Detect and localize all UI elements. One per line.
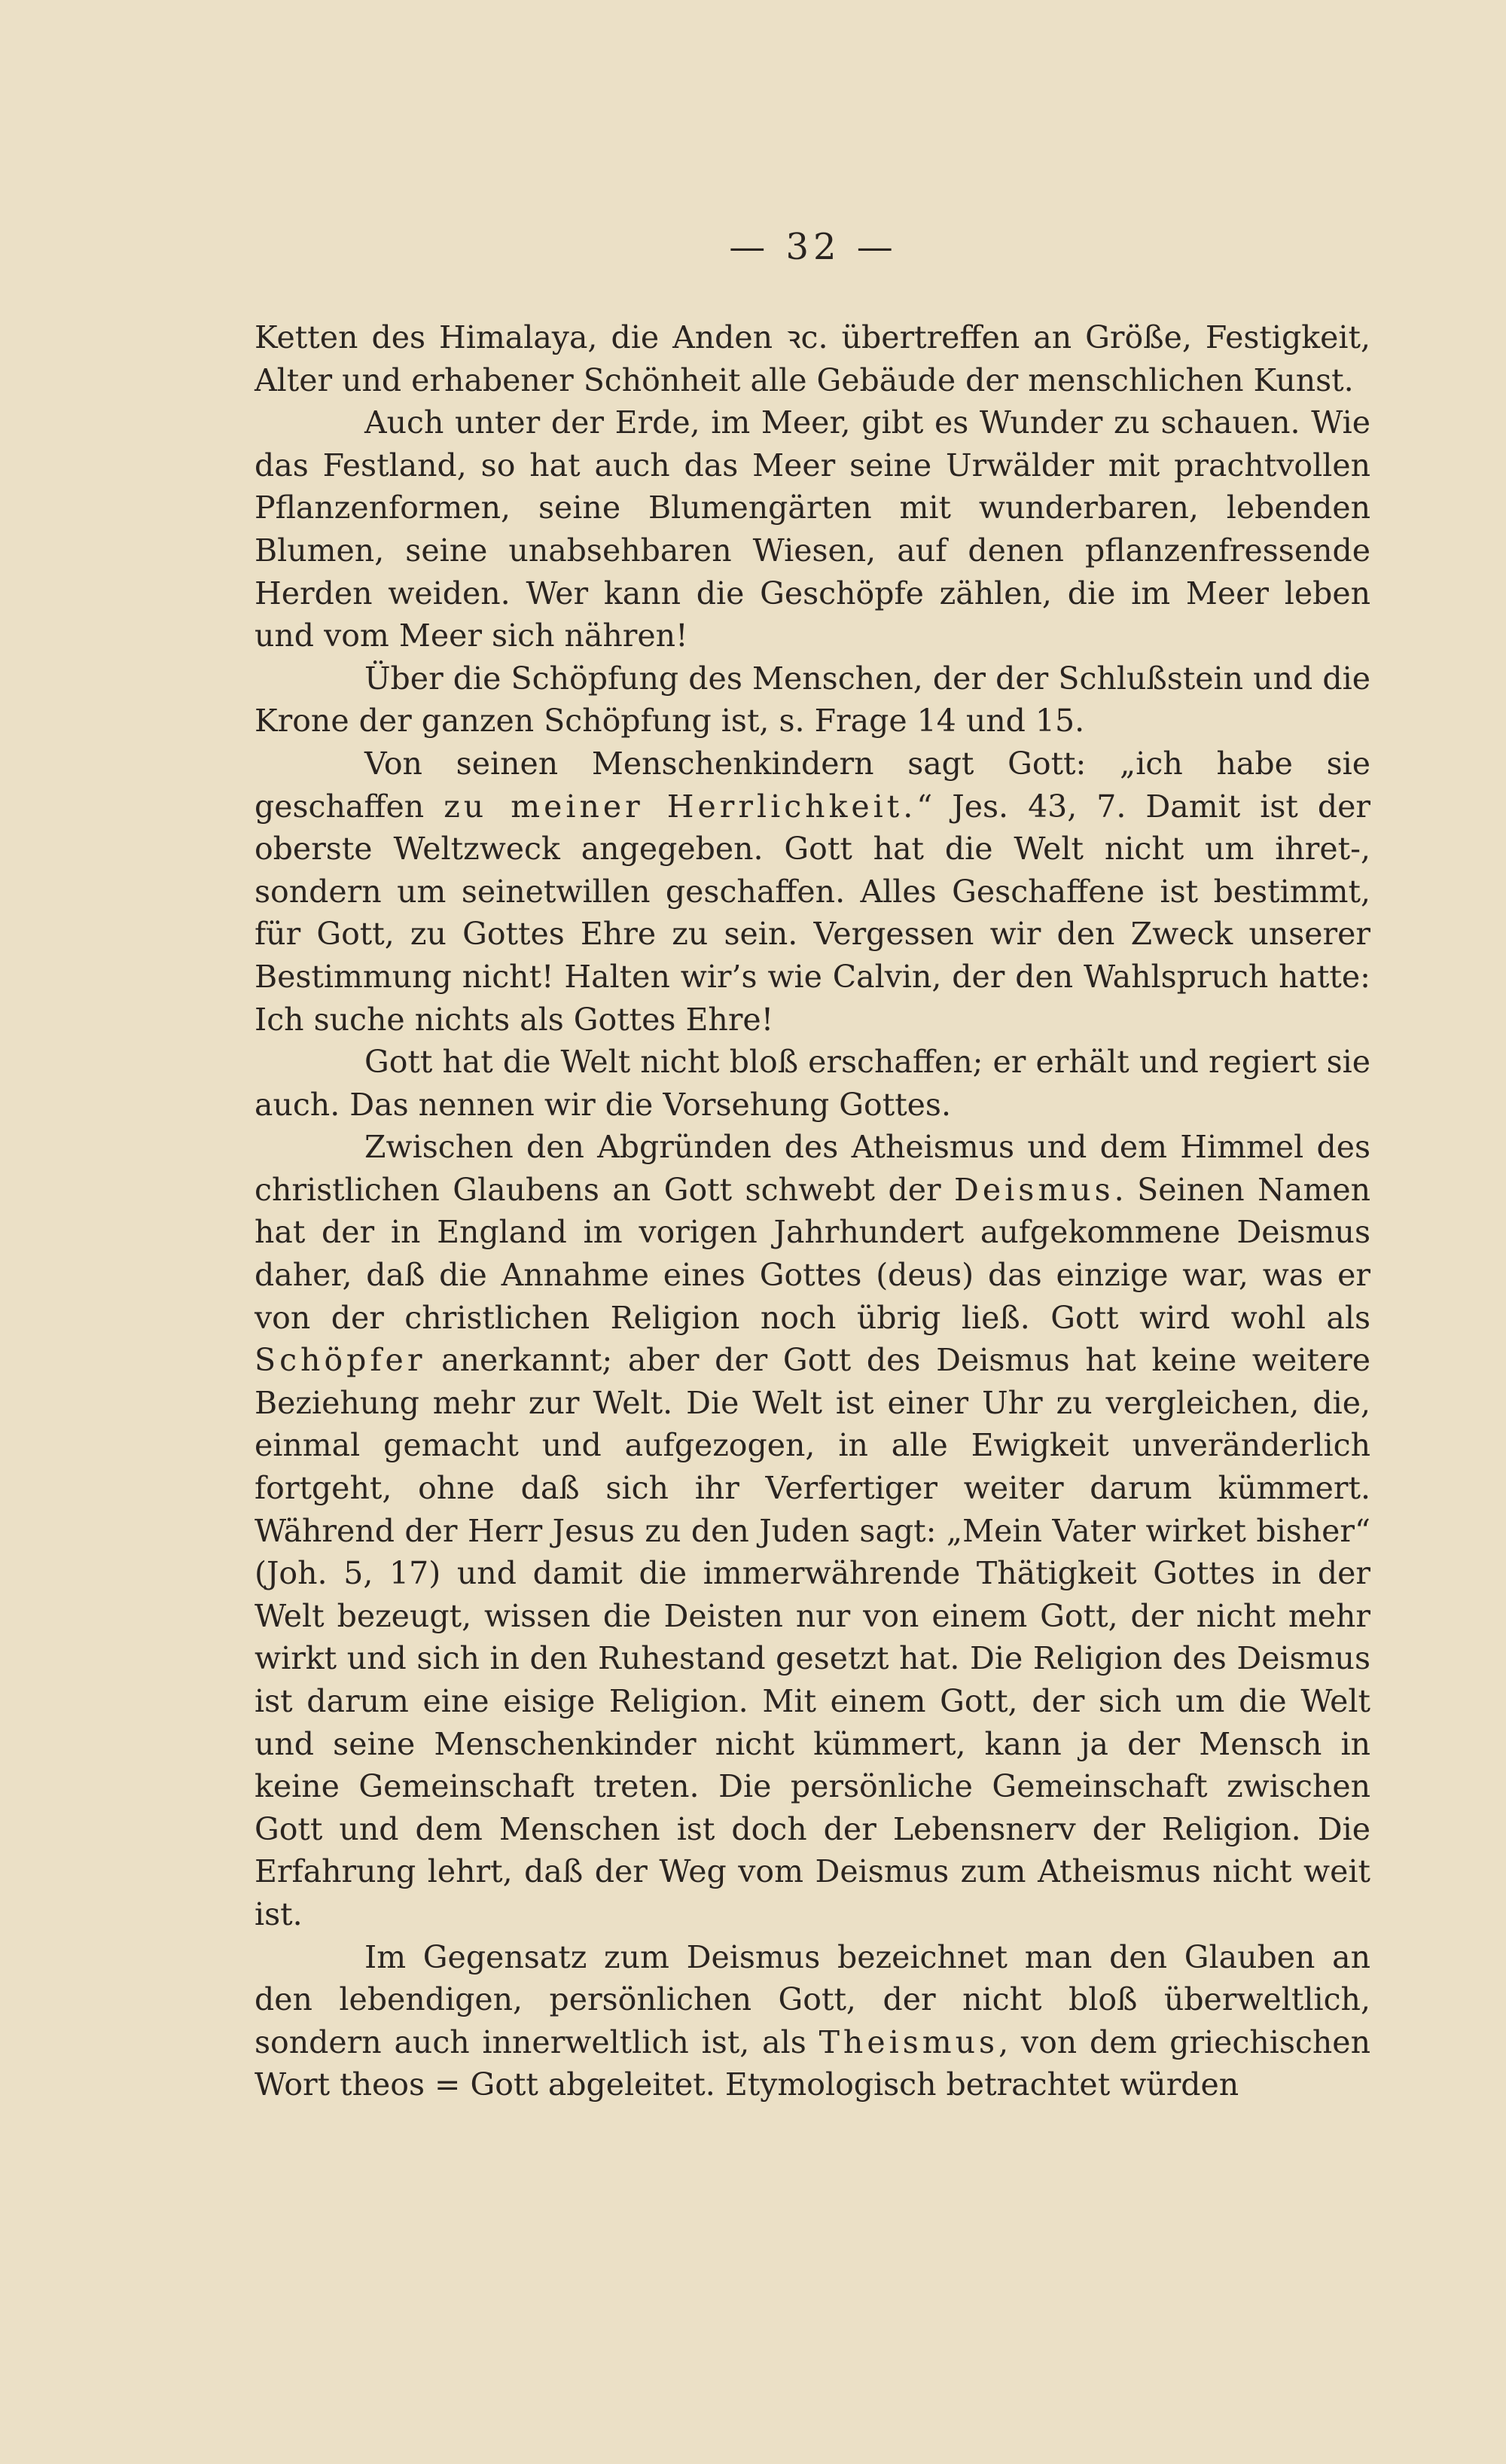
paragraph-7 <box>255 1936 1370 2106</box>
paragraph-4-emphasis: zu meiner Herrlichkeit. <box>444 788 917 825</box>
paragraph-4-text-start: Von seinen Menschenkindern sagt Gott: „ich habe sie geschaffen <box>255 745 1370 825</box>
paragraph-6-text-end: anerkannt; aber der Gott des Deismus hat keine weitere Beziehung mehr zur Welt. Die Welt ist einer Uhr zu vergleichen, die, einmal gemacht und aufgezogen, in alle Ewigkeit unveränderlich fortgeht, ohne daß sich ihr Verfertiger weiter darum kümmert. Während der Herr Jesus zu den Juden sagt: „Mein Vater wirket bisher“ (Joh. 5, 17) und damit die immerwährende Thätigkeit Gottes in der Welt bezeugt, wissen die Deisten nur von einem Gott, der nicht mehr wirkt und sich in den Ruhestand gesetzt hat. Die Religion des Deismus ist darum eine eisige Religion. Mit einem Gott, der sich um die Welt und seine Menschenkinder nicht kümmert, kann ja der Mensch in keine Gemeinschaft treten. Die persönliche Gemeinschaft zwischen Gott und dem Menschen ist doch der Lebensnerv der Religion. Die Erfahrung lehrt, daß der Weg vom Deismus zum Atheismus nicht weit ist. <box>255 1342 1370 1932</box>
body-text <box>255 316 1370 2106</box>
paragraph-6-text-middle: . Seinen Namen hat der in England im vorigen Jahrhundert aufgekommene Deismus daher, daß die Annahme eines Gottes (deus) das einzige war, was er von der christlichen Religion noch übrig ließ. Gott wird wohl als <box>255 1171 1370 1336</box>
paragraph-7-emphasis-theismus: Theismus <box>819 2023 999 2060</box>
paragraph-6 <box>255 1126 1370 1935</box>
paragraph-5-text: Gott hat die Welt nicht bloß erschaffen; er erhält und regiert sie auch. Das nennen wir die Vorsehung Gottes. <box>255 1044 1370 1123</box>
paragraph-4 <box>255 743 1370 1041</box>
paragraph-6-text-start: Zwischen den Abgründen des Atheismus und dem Himmel des christlichen Glaubens an Gott schwebt der <box>255 1129 1370 1208</box>
paragraph-1-text: Ketten des Himalaya, die Anden ꝛc. übertreffen an Größe, Festigkeit, Alter und erhabener Schönheit alle Gebäude der menschlichen Kunst. <box>255 319 1370 398</box>
paragraph-3 <box>255 657 1370 743</box>
paragraph-2 <box>255 401 1370 657</box>
paragraph-7-text-end: , von dem griechischen Wort theos = Gott abgeleitet. Etymologisch betrachtet würden <box>255 2023 1370 2103</box>
paragraph-7-text-start: Im Gegensatz zum Deismus bezeichnet man den Glauben an den lebendigen, persönlichen Gott, der nicht bloß überweltlich, sondern auch innerweltlich ist, als <box>255 1938 1370 2060</box>
paragraph-1 <box>255 316 1370 401</box>
paragraph-3-text: Über die Schöpfung des Menschen, der der Schlußstein und die Krone der ganzen Schöpfung ist, s. Frage 14 und 15. <box>255 660 1370 740</box>
paragraph-6-emphasis-schoepfer: Schöpfer <box>255 1342 426 1379</box>
paragraph-5 <box>255 1041 1370 1126</box>
paragraph-6-emphasis-deismus: Deismus <box>954 1171 1114 1208</box>
paragraph-2-text: Auch unter der Erde, im Meer, gibt es Wunder zu schauen. Wie das Festland, so hat auch das Meer seine Urwälder mit prachtvollen Pflanzenformen, seine Blumengärten mit wunderbaren, lebenden Blumen, seine unabsehbaren Wiesen, auf denen pflanzenfressende Herden weiden. Wer kann die Geschöpfe zählen, die im Meer leben und vom Meer sich nähren! <box>255 404 1370 654</box>
paragraph-4-text-end: “ Jes. 43, 7. Damit ist der oberste Weltzweck angegeben. Gott hat die Welt nicht um ihret-, sondern um seinetwillen geschaffen. Alles Geschaffene ist bestimmt, für Gott, zu Gottes Ehre zu sein. Vergessen wir den Zweck unserer Bestimmung nicht! Halten wir’s wie Calvin, der den Wahlspruch hatte: Ich suche nichts als Gottes Ehre! <box>255 788 1370 1038</box>
page-number: — 32 — <box>729 226 898 268</box>
